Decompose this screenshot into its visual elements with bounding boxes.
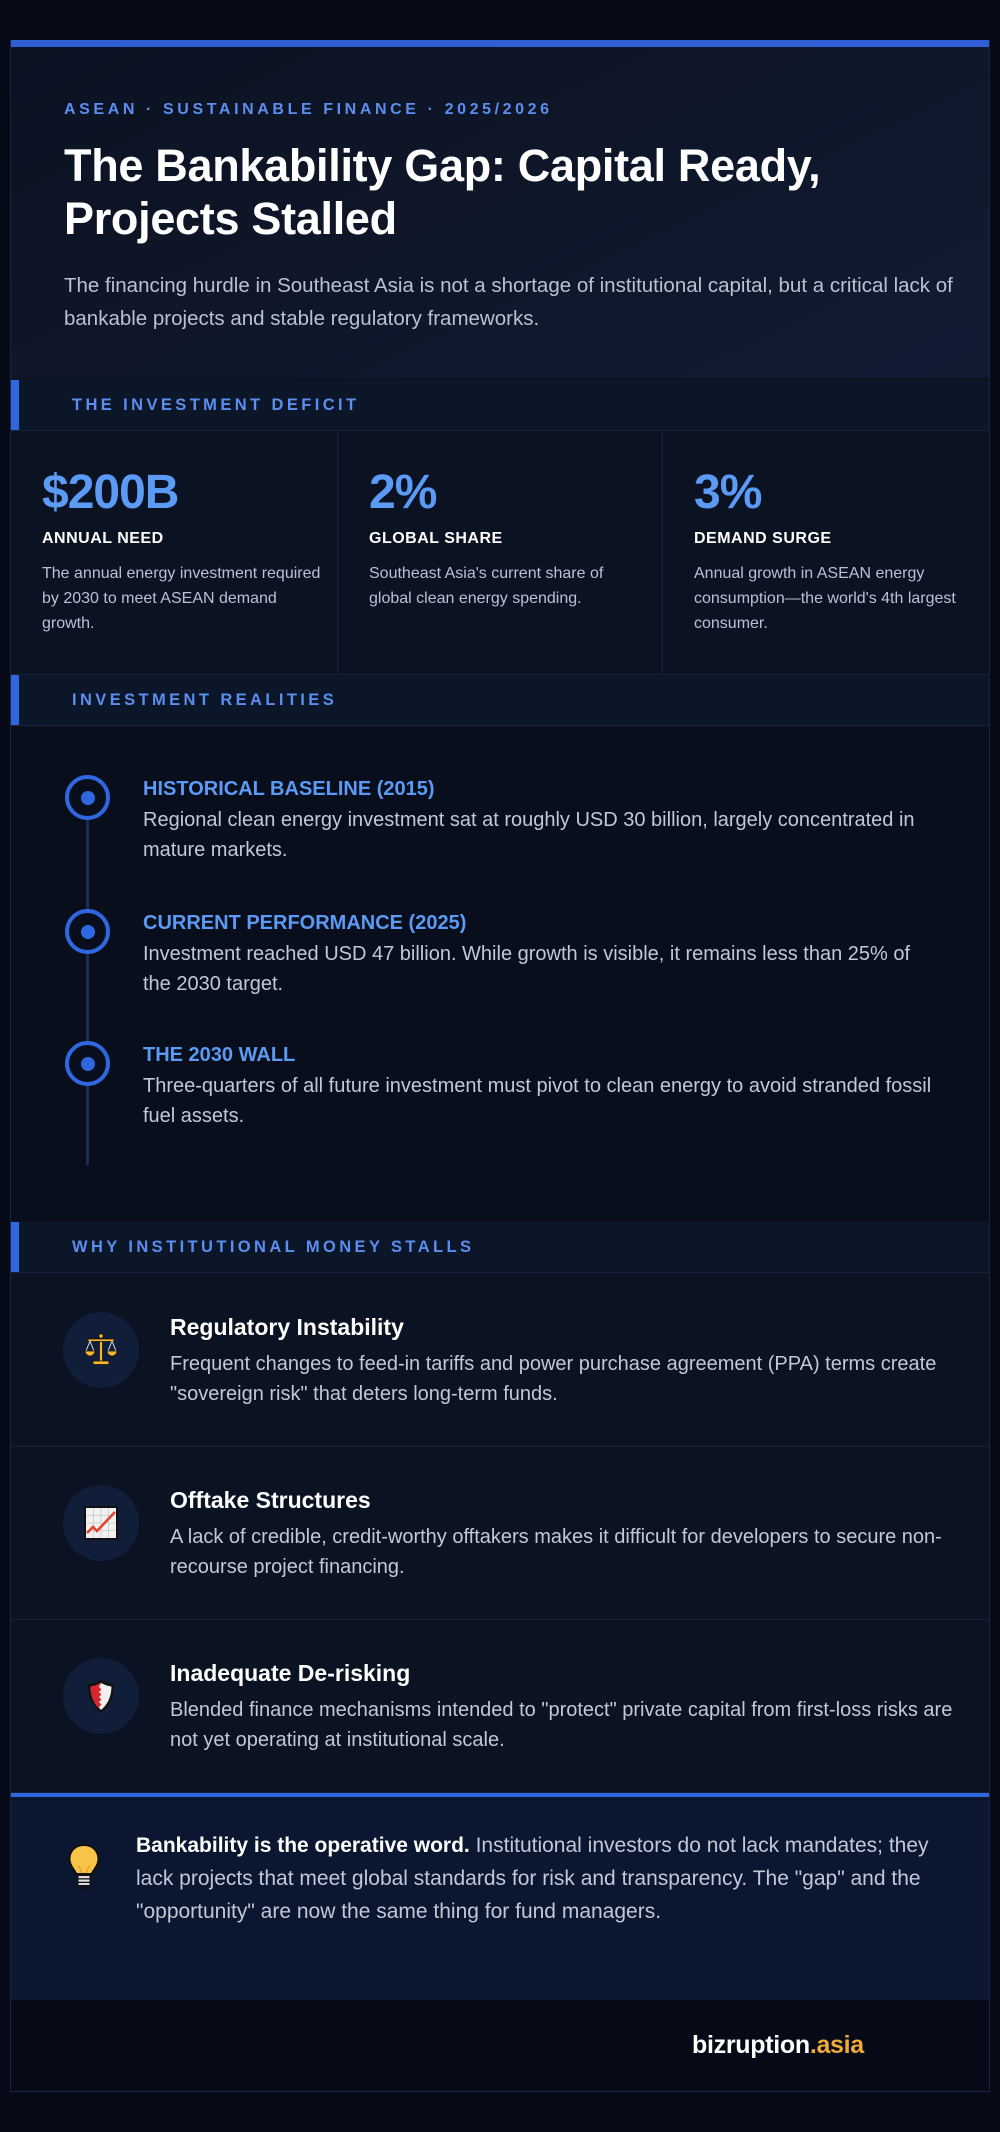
timeline-dot-icon [65,909,110,954]
page-title: The Bankability Gap: Capital Ready, Projects Stalled [64,140,821,244]
timeline-title: CURRENT PERFORMANCE (2025) [143,912,467,934]
timeline-description: Investment reached USD 47 billion. While growth is visible, it remains less than 25% of the 2030 target. [143,943,911,995]
timeline-description: Regional clean energy investment sat at roughly USD 30 billion, largely concentrated in mature markets. [143,809,915,861]
key-insight-callout [11,1793,989,2000]
stall-description: A lack of credible, credit-worthy offtakers makes it difficult for developers to secure non-recourse project financing. [170,1526,942,1578]
stall-reason-offtake [11,1447,989,1620]
chart-increasing-icon [63,1485,139,1561]
stat-global-share [337,431,663,674]
timeline [11,727,989,1222]
stat-description: The annual energy investment required by 2030 to meet ASEAN demand growth. [42,565,321,632]
top-accent-bar [11,40,989,47]
stall-title: Regulatory Instability [170,1314,404,1340]
timeline-title: THE 2030 WALL [143,1044,296,1066]
section-title: THE INVESTMENT DEFICIT [72,396,360,414]
stall-reason-derisking [11,1620,989,1793]
timeline-dot-icon [65,1041,110,1086]
stat-label: DEMAND SURGE [694,530,832,547]
timeline-description: Three-quarters of all future investment must pivot to clean energy to avoid stranded fossil fuel assets. [143,1075,932,1127]
stat-value: 3% [694,466,762,519]
infographic-card [10,40,990,2092]
insight-body: Institutional investors do not lack mandates; they lack projects that meet global standards for risk and transparency. The "gap" and the "opportunity" are now the same thing for fund managers. [136,1834,929,1923]
light-bulb-icon [66,1842,102,1892]
balance-scale-icon [63,1312,139,1388]
stall-description: Blended finance mechanisms intended to "protect" private capital from first-loss risks are not yet operating at institutional scale. [170,1699,953,1751]
logo-accent: .asia [809,2031,864,2059]
timeline-dot-icon [65,775,110,820]
stat-label: ANNUAL NEED [42,530,164,547]
hero-header [11,47,989,378]
shield-icon [63,1658,139,1734]
logo-main: bizruption [692,2031,810,2059]
section-header-investment-realities [11,675,989,726]
insight-bold-lead: Bankability is the operative word. [136,1834,470,1857]
kicker: ASEAN · SUSTAINABLE FINANCE · 2025/2026 [64,101,553,118]
section-title: WHY INSTITUTIONAL MONEY STALLS [72,1238,475,1256]
stall-title: Offtake Structures [170,1487,371,1513]
timeline-line [86,797,89,1165]
stall-reason-regulatory [11,1274,989,1447]
stat-description: Southeast Asia's current share of global clean energy spending. [369,565,604,607]
section-accent-bar [11,380,19,430]
section-accent-bar [11,1222,19,1272]
section-header-why-money-stalls [11,1222,989,1273]
subtitle: The financing hurdle in Southeast Asia is not a shortage of institutional capital, but a critical lack of bankable projects and stable regulatory frameworks. [64,274,953,330]
brand-logo[interactable] [692,2031,864,2060]
stat-demand-surge [662,431,988,674]
stat-value: $200B [42,466,179,519]
stats-row [11,431,989,675]
stat-description: Annual growth in ASEAN energy consumption—the world's 4th largest consumer. [694,565,956,632]
stall-description: Frequent changes to feed-in tariffs and power purchase agreement (PPA) terms create "sovereign risk" that deters long-term funds. [170,1353,937,1405]
stat-value: 2% [369,466,437,519]
stall-title: Inadequate De-risking [170,1660,411,1686]
section-title: INVESTMENT REALITIES [72,691,338,709]
section-accent-bar [11,675,19,725]
stat-annual-need [11,431,337,674]
stat-label: GLOBAL SHARE [369,530,503,547]
insight-text [136,1829,936,1928]
footer [11,2000,989,2092]
timeline-title: HISTORICAL BASELINE (2015) [143,778,435,800]
section-header-investment-deficit [11,380,989,431]
